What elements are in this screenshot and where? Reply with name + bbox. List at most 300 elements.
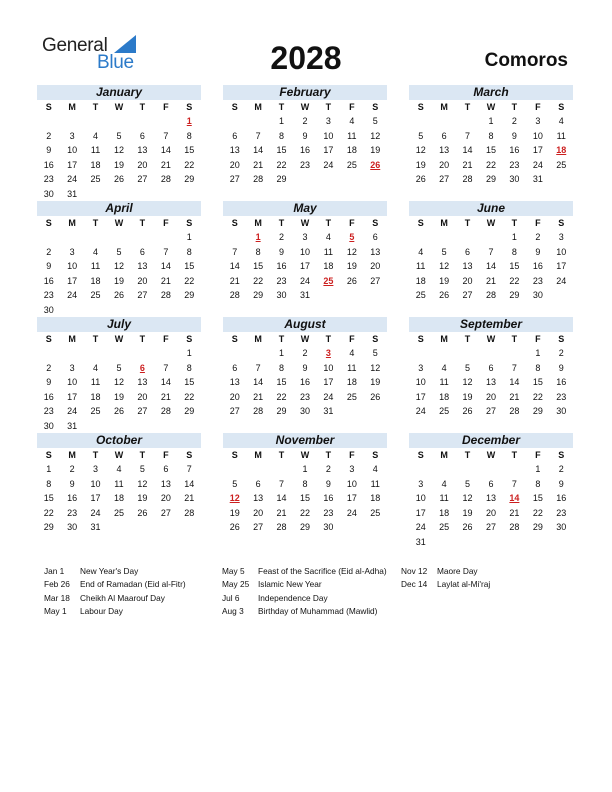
day-cell: 1 (186, 232, 192, 242)
day-cell: 27 (137, 174, 148, 185)
day-cell: 29 (253, 290, 264, 301)
day-cell: 26 (370, 391, 381, 402)
month-october (37, 433, 201, 535)
day-cell: 23 (299, 391, 310, 402)
empty-cell (479, 346, 502, 361)
day-cell: 9 (46, 261, 52, 272)
holiday-date: Nov 12 (401, 566, 428, 576)
empty-cell (503, 462, 526, 477)
day-cell: 4 (93, 362, 99, 373)
day-cell: 2 (279, 232, 285, 242)
day-cell: 24 (323, 391, 334, 402)
weekday-label: F (163, 450, 169, 460)
day-cell: 6 (372, 232, 378, 242)
empty-cell (131, 114, 154, 129)
day-cell: 25 (90, 406, 101, 417)
empty-cell (60, 114, 83, 129)
day-cell: 3 (302, 232, 308, 242)
empty-cell (223, 462, 246, 477)
day-cell: 8 (186, 362, 192, 373)
day-cell: 26 (462, 522, 473, 533)
day-cell: 12 (370, 362, 381, 373)
day-cell: 15 (485, 145, 496, 156)
holiday-date: Aug 3 (222, 605, 244, 616)
holiday-row (222, 565, 397, 578)
day-cell: 8 (302, 478, 308, 489)
day-cell: 21 (184, 493, 195, 504)
weekday-label: M (254, 334, 262, 344)
day-cell: 1 (279, 116, 285, 126)
weekday-label: T (464, 450, 471, 460)
empty-cell (84, 114, 107, 129)
day-cell: 6 (441, 130, 447, 141)
day-cell: 14 (462, 145, 473, 156)
empty-cell (246, 462, 269, 477)
day-cell: 10 (323, 362, 334, 373)
country-title: Comoros (484, 50, 568, 71)
day-cell: 16 (323, 493, 334, 504)
weekday-label: T (139, 334, 146, 344)
day-cell: 13 (160, 478, 171, 489)
day-cell: 1 (279, 348, 285, 358)
day-cell: 24 (556, 275, 567, 286)
empty-cell (131, 230, 154, 245)
empty-cell (432, 346, 455, 361)
month-grid (223, 100, 387, 187)
day-cell: 21 (229, 275, 240, 286)
day-cell: 1 (511, 232, 517, 242)
day-cell: 28 (462, 174, 473, 185)
day-cell: 14 (253, 145, 264, 156)
day-cell: 12 (439, 261, 450, 272)
month-grid (409, 448, 573, 550)
empty-cell (84, 346, 107, 361)
day-cell: 22 (276, 391, 287, 402)
day-cell: 21 (253, 391, 264, 402)
day-cell: 21 (509, 391, 520, 402)
empty-cell (456, 114, 479, 129)
day-cell: 5 (139, 464, 145, 474)
day-cell: 24 (532, 159, 543, 170)
day-cell: 4 (558, 116, 564, 126)
weekday-label: M (440, 450, 448, 460)
empty-cell (409, 462, 432, 477)
day-cell: 9 (558, 478, 564, 489)
day-cell: 22 (184, 391, 195, 402)
month-december (409, 433, 573, 550)
day-cell: 5 (465, 478, 471, 489)
weekday-label: W (114, 218, 124, 228)
day-cell: 17 (90, 493, 101, 504)
day-cell: 9 (558, 362, 564, 373)
empty-cell (456, 462, 479, 477)
day-cell: 18 (90, 159, 101, 170)
month-grid (409, 332, 573, 419)
day-cell: 18 (346, 377, 357, 388)
day-cell: 17 (67, 159, 78, 170)
day-cell: 24 (67, 174, 78, 185)
weekday-label: T (325, 218, 332, 228)
day-cell: 11 (439, 377, 449, 388)
weekday-label: S (417, 102, 424, 112)
weekday-label: W (114, 102, 124, 112)
month-grid (223, 448, 387, 535)
day-cell: 8 (186, 130, 192, 141)
day-cell: 5 (372, 348, 378, 358)
month-july (37, 317, 201, 434)
day-cell: 25 (90, 290, 101, 301)
month-august (223, 317, 387, 419)
day-cell: 9 (279, 246, 285, 257)
day-cell: 27 (439, 174, 450, 185)
holiday-row (222, 592, 397, 605)
day-cell: 20 (229, 159, 240, 170)
day-cell: 13 (137, 261, 148, 272)
day-cell: 10 (67, 377, 78, 388)
day-cell: 4 (116, 464, 122, 474)
day-cell: 15 (253, 261, 264, 272)
weekday-label: S (231, 334, 238, 344)
day-cell: 14 (276, 493, 287, 504)
day-cell: 20 (462, 275, 473, 286)
day-cell: 24 (346, 507, 357, 518)
day-cell: 23 (509, 159, 520, 170)
day-cell: 8 (255, 246, 261, 257)
weekday-label: T (278, 102, 285, 112)
day-cell: 18 (90, 391, 101, 402)
day-cell: 12 (137, 478, 148, 489)
weekday-label: T (139, 450, 146, 460)
day-cell: 10 (532, 130, 543, 141)
weekday-label: S (186, 450, 193, 460)
day-cell: 25 (415, 290, 426, 301)
day-cell: 7 (186, 464, 192, 474)
day-cell: 5 (116, 130, 122, 141)
day-cell: 4 (372, 464, 378, 474)
day-cell: 22 (532, 391, 543, 402)
holiday-day-cell: 18 (556, 145, 567, 156)
day-cell: 14 (509, 377, 520, 388)
day-cell: 27 (137, 406, 148, 417)
day-cell: 2 (325, 464, 331, 474)
day-cell: 6 (139, 130, 145, 141)
day-cell: 28 (253, 174, 264, 185)
weekday-label: T (92, 102, 99, 112)
day-cell: 8 (186, 246, 192, 257)
holiday-name: End of Ramadan (Eid al-Fitr) (80, 579, 186, 590)
day-cell: 30 (556, 406, 567, 417)
day-cell: 29 (509, 290, 520, 301)
day-cell: 13 (485, 377, 496, 388)
logo-text-blue: Blue (97, 52, 134, 73)
day-cell: 10 (323, 130, 334, 141)
weekday-label: S (45, 218, 52, 228)
weekday-label: W (114, 450, 124, 460)
weekday-label: F (163, 334, 169, 344)
weekday-label: S (231, 450, 238, 460)
day-cell: 2 (535, 232, 541, 242)
day-cell: 15 (184, 261, 195, 272)
day-cell: 17 (556, 261, 567, 272)
month-name: June (409, 201, 573, 216)
month-name: November (223, 433, 387, 448)
weekday-label: T (325, 450, 332, 460)
day-cell: 6 (255, 478, 261, 489)
day-cell: 30 (43, 188, 54, 199)
day-cell: 6 (465, 246, 471, 257)
day-cell: 9 (46, 377, 52, 388)
day-cell: 23 (556, 391, 567, 402)
day-cell: 19 (462, 507, 473, 518)
weekday-label: F (349, 334, 355, 344)
day-cell: 27 (462, 290, 473, 301)
day-cell: 28 (229, 290, 240, 301)
day-cell: 11 (347, 130, 357, 141)
month-march (409, 85, 573, 187)
day-cell: 18 (370, 493, 381, 504)
day-cell: 28 (160, 174, 171, 185)
day-cell: 18 (439, 507, 450, 518)
weekday-label: T (139, 102, 146, 112)
holiday-day-cell: 14 (509, 493, 520, 504)
day-cell: 14 (485, 261, 496, 272)
holiday-column (222, 565, 397, 618)
day-cell: 25 (90, 174, 101, 185)
weekday-label: F (349, 102, 355, 112)
weekday-label: W (300, 334, 310, 344)
day-cell: 19 (415, 159, 426, 170)
day-cell: 27 (485, 522, 496, 533)
day-cell: 21 (253, 159, 264, 170)
day-cell: 13 (485, 493, 496, 504)
day-cell: 26 (137, 507, 148, 518)
day-cell: 19 (439, 275, 450, 286)
month-grid (37, 448, 201, 535)
day-cell: 30 (43, 304, 54, 315)
day-cell: 16 (509, 145, 520, 156)
empty-cell (60, 230, 83, 245)
day-cell: 10 (556, 246, 567, 257)
day-cell: 23 (67, 507, 78, 518)
day-cell: 8 (535, 362, 541, 373)
holiday-day-cell: 25 (323, 275, 334, 286)
day-cell: 10 (299, 246, 310, 257)
weekday-label: S (558, 218, 565, 228)
day-cell: 25 (439, 406, 450, 417)
month-name: August (223, 317, 387, 332)
day-cell: 28 (509, 522, 520, 533)
day-cell: 5 (441, 246, 447, 257)
month-grid (223, 216, 387, 303)
day-cell: 16 (299, 145, 310, 156)
day-cell: 19 (113, 159, 124, 170)
day-cell: 25 (370, 507, 381, 518)
day-cell: 12 (346, 246, 357, 257)
day-cell: 26 (113, 406, 124, 417)
weekday-label: S (558, 334, 565, 344)
day-cell: 24 (90, 507, 101, 518)
day-cell: 2 (46, 130, 52, 141)
day-cell: 3 (69, 362, 75, 373)
day-cell: 17 (346, 493, 357, 504)
day-cell: 21 (160, 159, 171, 170)
weekday-label: S (372, 334, 379, 344)
weekday-label: T (278, 334, 285, 344)
weekday-label: F (163, 218, 169, 228)
month-grid (37, 332, 201, 434)
day-cell: 3 (93, 464, 99, 474)
day-cell: 20 (137, 159, 148, 170)
empty-cell (246, 114, 269, 129)
day-cell: 8 (46, 478, 52, 489)
empty-cell (107, 114, 130, 129)
month-may (223, 201, 387, 303)
day-cell: 11 (90, 145, 101, 156)
day-cell: 15 (532, 377, 543, 388)
holiday-name: Independence Day (258, 592, 328, 603)
day-cell: 20 (160, 493, 171, 504)
weekday-label: T (92, 334, 99, 344)
day-cell: 16 (532, 261, 543, 272)
day-cell: 2 (69, 464, 75, 474)
day-cell: 6 (232, 130, 238, 141)
day-cell: 6 (139, 246, 145, 257)
weekday-label: S (558, 102, 565, 112)
day-cell: 20 (253, 507, 264, 518)
day-cell: 5 (232, 478, 238, 489)
weekday-label: S (417, 218, 424, 228)
day-cell: 19 (370, 377, 381, 388)
day-cell: 1 (535, 464, 541, 474)
day-cell: 17 (415, 507, 426, 518)
day-cell: 6 (163, 464, 169, 474)
day-cell: 11 (90, 377, 101, 388)
weekday-label: T (278, 450, 285, 460)
day-cell: 20 (439, 159, 450, 170)
weekday-label: M (68, 218, 76, 228)
day-cell: 14 (160, 261, 171, 272)
empty-cell (223, 114, 246, 129)
weekday-label: S (372, 450, 379, 460)
day-cell: 27 (370, 275, 381, 286)
day-cell: 15 (532, 493, 543, 504)
day-cell: 14 (229, 261, 240, 272)
day-cell: 3 (349, 464, 355, 474)
day-cell: 13 (253, 493, 264, 504)
day-cell: 5 (418, 130, 424, 141)
empty-cell (432, 230, 455, 245)
day-cell: 30 (43, 420, 54, 431)
logo-text-general: General (42, 35, 108, 56)
day-cell: 14 (253, 377, 264, 388)
weekday-label: F (535, 450, 541, 460)
day-cell: 13 (462, 261, 473, 272)
day-cell: 19 (113, 275, 124, 286)
empty-cell (37, 114, 60, 129)
day-cell: 29 (276, 406, 287, 417)
day-cell: 2 (46, 246, 52, 257)
day-cell: 3 (418, 478, 424, 489)
day-cell: 20 (137, 391, 148, 402)
weekday-label: W (300, 450, 310, 460)
empty-cell (84, 230, 107, 245)
holiday-date: Mar 18 (44, 592, 70, 603)
day-cell: 24 (323, 159, 334, 170)
day-cell: 8 (279, 130, 285, 141)
day-cell: 24 (415, 522, 426, 533)
empty-cell (503, 346, 526, 361)
day-cell: 28 (509, 406, 520, 417)
day-cell: 9 (535, 246, 541, 257)
holiday-name: Labour Day (80, 605, 123, 616)
weekday-label: T (278, 218, 285, 228)
day-cell: 3 (535, 116, 541, 126)
day-cell: 15 (184, 145, 195, 156)
day-cell: 31 (299, 290, 310, 301)
day-cell: 12 (113, 261, 124, 272)
weekday-label: M (68, 102, 76, 112)
weekday-label: S (417, 334, 424, 344)
weekday-label: S (558, 450, 565, 460)
weekday-label: T (464, 218, 471, 228)
day-cell: 26 (415, 174, 426, 185)
day-cell: 29 (532, 406, 543, 417)
day-cell: 12 (113, 377, 124, 388)
day-cell: 14 (160, 145, 171, 156)
day-cell: 18 (113, 493, 124, 504)
holiday-row (401, 565, 571, 578)
day-cell: 7 (279, 478, 285, 489)
day-cell: 17 (67, 275, 78, 286)
weekday-label: T (464, 102, 471, 112)
empty-cell (154, 230, 177, 245)
holiday-day-cell: 12 (229, 493, 240, 504)
weekday-label: W (486, 334, 496, 344)
holiday-row (222, 605, 397, 618)
day-cell: 30 (556, 522, 567, 533)
empty-cell (154, 346, 177, 361)
day-cell: 18 (323, 261, 334, 272)
day-cell: 19 (462, 391, 473, 402)
day-cell: 17 (299, 261, 310, 272)
month-grid (223, 332, 387, 419)
holiday-date: May 1 (44, 605, 67, 616)
day-cell: 13 (229, 145, 240, 156)
day-cell: 30 (509, 174, 520, 185)
day-cell: 24 (67, 290, 78, 301)
holiday-name: Cheikh Al Maarouf Day (80, 592, 165, 603)
empty-cell (246, 346, 269, 361)
weekday-label: T (325, 334, 332, 344)
holiday-row (44, 605, 214, 618)
day-cell: 18 (415, 275, 426, 286)
day-cell: 4 (93, 246, 99, 257)
day-cell: 7 (163, 246, 169, 257)
day-cell: 17 (323, 145, 334, 156)
day-cell: 12 (462, 493, 473, 504)
day-cell: 16 (43, 159, 54, 170)
empty-cell (409, 114, 432, 129)
day-cell: 19 (346, 261, 357, 272)
day-cell: 23 (556, 507, 567, 518)
weekday-label: T (139, 218, 146, 228)
day-cell: 28 (485, 290, 496, 301)
day-cell: 5 (116, 362, 122, 373)
day-cell: 31 (532, 174, 543, 185)
empty-cell (479, 230, 502, 245)
holiday-date: Jul 6 (222, 592, 240, 603)
day-cell: 10 (90, 478, 101, 489)
